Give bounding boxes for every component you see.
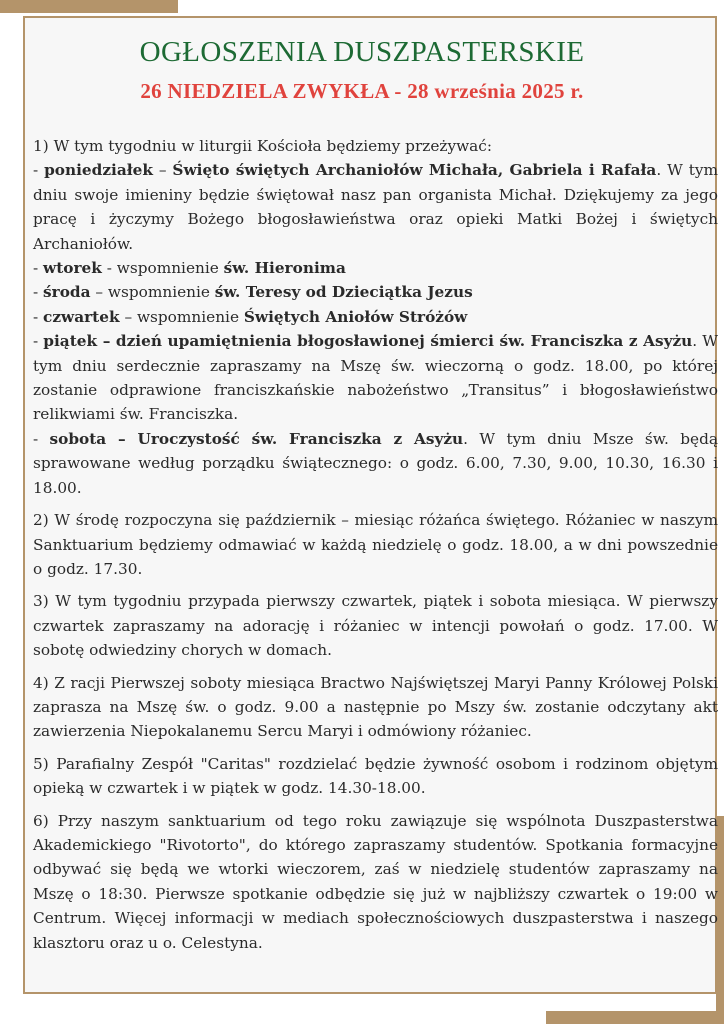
liturgy-wednesday — [33, 280, 718, 304]
decor-bar-bottom-right — [546, 1011, 724, 1024]
day-label: środa — [43, 283, 91, 302]
announcement-5: 5) Parafialny Zespół "Caritas" rozdzielać będzie żywność osobom i rodzinom objętym opieką w czwartek i w piątek w godz. 14.30-18.00. — [33, 754, 718, 798]
separator: – — [152, 161, 173, 180]
liturgy-saturday — [33, 427, 718, 500]
feast-name: piątek – dzień upamiętnienia błogosławionej śmierci św. Franciszka z Asyżu — [43, 332, 693, 351]
announcement-1 — [33, 134, 718, 500]
bullet-dash: - — [33, 332, 44, 351]
bullet-dash: - — [33, 161, 45, 180]
announcements-body — [33, 134, 718, 963]
feast-name: Święto świętych Archaniołów Michała, Gabriela i Rafała — [172, 161, 657, 180]
bullet-dash: - — [33, 283, 44, 302]
separator: - wspomnienie — [101, 259, 224, 278]
liturgy-thursday — [33, 305, 718, 329]
description: . W tym dniu swoje imieniny będzie świętował nasz pan organista Michał. Dziękujemy za jego pracę i życzymy Bożego błogosławieństwa oraz opieki Matki Bożej i świętych Archaniołów. — [33, 161, 718, 253]
announcement-6: 6) Przy naszym sanktuarium od tego roku zawiązuje się wspólnota Duszpasterstwa Akademickiego "Rivotorto", do którego zapraszamy studentów. Spotkania formacyjne odbywać się będą we wtorki wieczorem, zaś w niedzielę studentów zapraszamy na Mszę o 18:30. Pierwsze spotkanie odbędzie się już w najbliższy czwartek o 19:00 w Centrum. Więcej informacji w mediach społecznościowych duszpasterstwa i naszego klasztoru oraz u o. Celestyna. — [33, 811, 718, 952]
feast-name: sobota – Uroczystość św. Franciszka z Asyżu — [49, 429, 464, 448]
announcement-2: 2) W środę rozpoczyna się październik – miesiąc różańca świętego. Różaniec w naszym Sanktuarium będziemy odmawiać w każdą niedzielę o godz. 18.00, a w dni powszednie o godz. 17.30. — [33, 511, 718, 578]
liturgy-friday — [33, 329, 718, 427]
feast-name: św. Teresy od Dzieciątka Jezus — [214, 283, 473, 302]
bullet-dash: - — [33, 307, 44, 326]
feast-name: Świętych Aniołów Stróżów — [243, 307, 468, 326]
decor-bar-top-left — [0, 0, 178, 13]
day-label: poniedziałek — [44, 161, 153, 180]
page-subtitle: 26 NIEDZIELA ZWYKŁA - 28 września 2025 r. — [140, 79, 584, 103]
description: . W tym dniu serdecznie zapraszamy na Mszę św. wieczorną o godz. 18.00, po której zostanie odprawione franciszkańskie nabożeństwo „Transitus” i błogosławieństwo relikwiami św. Franciszka. — [33, 332, 718, 424]
announcement-1-intro: 1) W tym tygodniu w liturgii Kościoła będziemy przeżywać: — [33, 137, 493, 155]
announcement-3: 3) W tym tygodniu przypada pierwszy czwartek, piątek i sobota miesiąca. W pierwszy czwartek zapraszamy na adorację i różaniec w intencji powołań o godz. 17.00. W sobotę odwiedziny chorych w domach. — [33, 592, 718, 660]
liturgy-monday — [33, 158, 718, 256]
separator: – wspomnienie — [119, 307, 244, 326]
day-label: wtorek — [43, 259, 102, 278]
separator: – wspomnienie — [90, 283, 215, 302]
feast-name: św. Hieronima — [223, 259, 346, 278]
liturgy-tuesday — [33, 256, 718, 280]
announcement-4: 4) Z racji Pierwszej soboty miesiąca Bractwo Najświętszej Maryi Panny Królowej Polski zaprasza na Mszę św. o godz. 9.00 a następnie po Mszy św. zostanie odczytany akt zawierzenia Niepokalanemu Sercu Maryi i odmówiony różaniec. — [33, 673, 718, 741]
bullet-dash: - — [33, 429, 50, 448]
day-label: czwartek — [43, 307, 120, 326]
description: . W tym dniu Msze św. będą sprawowane według porządku świątecznego: o godz. 6.00, 7.30, 9.00, 10.30, 16.30 i 18.00. — [33, 429, 718, 497]
bullet-dash: - — [33, 259, 44, 278]
page-title: OGŁOSZENIA DUSZPASTERSKIE — [139, 36, 585, 68]
